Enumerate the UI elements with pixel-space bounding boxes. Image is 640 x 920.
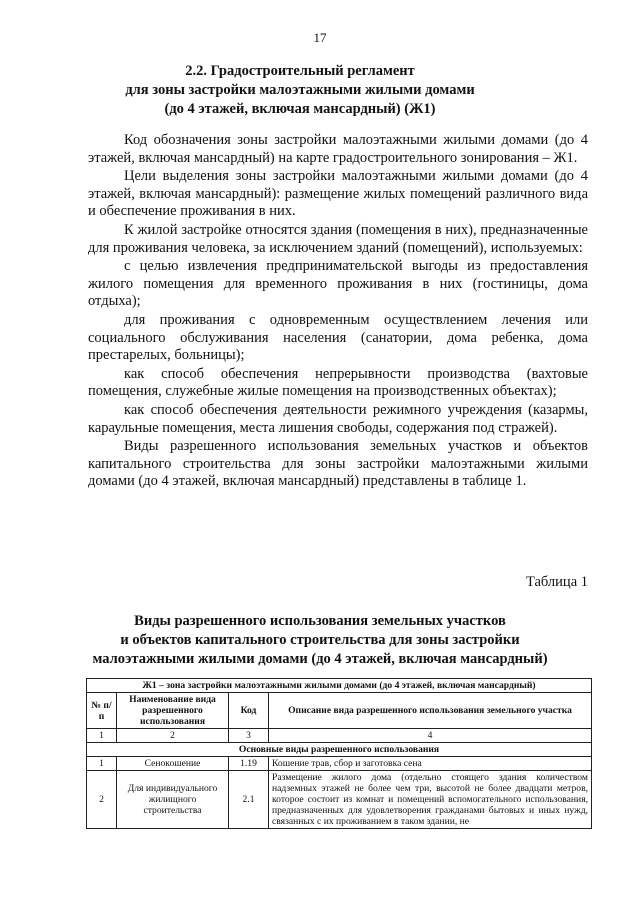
table-caption: Таблица 1 <box>525 574 588 590</box>
group-header-row <box>87 743 592 757</box>
section-title-line: (до 4 этажей, включая мансардный) (Ж1) <box>164 101 436 117</box>
col-number: 2 <box>117 729 229 743</box>
zone-header-cell: Ж1 – зона застройки малоэтажными жилыми домами (до 4 этажей, включая мансардный) <box>87 679 592 693</box>
row-description: Кошение трав, сбор и заготовка сена <box>269 757 592 771</box>
paragraph: как способ обеспечения деятельности режимного учреждения (казармы, караульные помещения, места лишения свободы, содержания под стражей). <box>88 401 588 436</box>
col-number: 1 <box>87 729 117 743</box>
section-title-line: для зоны застройки малоэтажными жилыми домами <box>125 82 475 98</box>
paragraph: Цели выделения зоны застройки малоэтажными жилыми домами (до 4 этажей, включая мансардный): размещение жилых помещений различного вида и обеспечение проживания в них. <box>88 168 588 220</box>
col-header-description: Описание вида разрешенного использования земельного участка <box>269 693 592 729</box>
group-header-cell: Основные виды разрешенного использования <box>87 743 592 757</box>
paragraph: для проживания с одновременным осуществлением лечения или социального обслуживания населения (санатории, дома ребенка, дома престарелых, больницы); <box>88 311 588 364</box>
row-description: Размещение жилого дома (отдельно стоящего здания количеством надземных этажей не более чем три, высотой не более двадцати метров, которое состоит из комнат и помещений вспомогательного использования, предназначенных для удовлетворения гражданами бытовых и иных нужд, связанных с их проживанием в таком здании, не <box>269 771 592 829</box>
paragraph: Виды разрешенного использования земельных участков и объектов капитального строительства для зоны застройки малоэтажными жилыми домами (до 4 этажей, включая мансардный) представлены в таблице 1. <box>88 438 588 490</box>
land-use-table <box>86 678 592 829</box>
page-number: 17 <box>313 30 327 45</box>
table-title-line: Виды разрешенного использования земельных участков <box>134 613 506 629</box>
row-code: 1.19 <box>229 757 269 771</box>
row-number: 2 <box>87 771 117 829</box>
table-title <box>60 612 580 669</box>
row-number: 1 <box>87 757 117 771</box>
section-title-line: 2.2. Градостроительный регламент <box>185 63 415 79</box>
row-code: 2.1 <box>229 771 269 829</box>
paragraph: Код обозначения зоны застройки малоэтажными жилыми домами (до 4 этажей, включая мансардный) на карте градостроительного зонирования – Ж1. <box>88 132 588 166</box>
column-header-row <box>87 693 592 729</box>
paragraph: с целью извлечения предпринимательской выгоды из предоставления жилого помещения для временного проживания в них (гостиницы, дома отдыха); <box>88 258 588 310</box>
col-header-code: Код <box>229 693 269 729</box>
table-row <box>87 757 592 771</box>
body-text <box>88 132 588 491</box>
table-title-line: и объектов капитального строительства для зоны застройки <box>120 632 520 648</box>
section-title <box>80 62 520 119</box>
column-number-row <box>87 729 592 743</box>
row-name: Сенокошение <box>117 757 229 771</box>
col-header-name: Наименование вида разрешенного использования <box>117 693 229 729</box>
table-row <box>87 771 592 829</box>
paragraph: К жилой застройке относятся здания (помещения в них), предназначенные для проживания человека, за исключением зданий (помещений), используемых: <box>88 221 588 256</box>
col-header-number: № п/п <box>87 693 117 729</box>
row-name: Для индивидуального жилищного строительства <box>117 771 229 829</box>
zone-header-row <box>87 679 592 693</box>
col-number: 3 <box>229 729 269 743</box>
table-title-line: малоэтажными жилыми домами (до 4 этажей, включая мансардный) <box>92 651 548 667</box>
col-number: 4 <box>269 729 592 743</box>
paragraph: как способ обеспечения непрерывности производства (вахтовые помещения, служебные жилые помещения на производственных объектах); <box>88 365 588 400</box>
